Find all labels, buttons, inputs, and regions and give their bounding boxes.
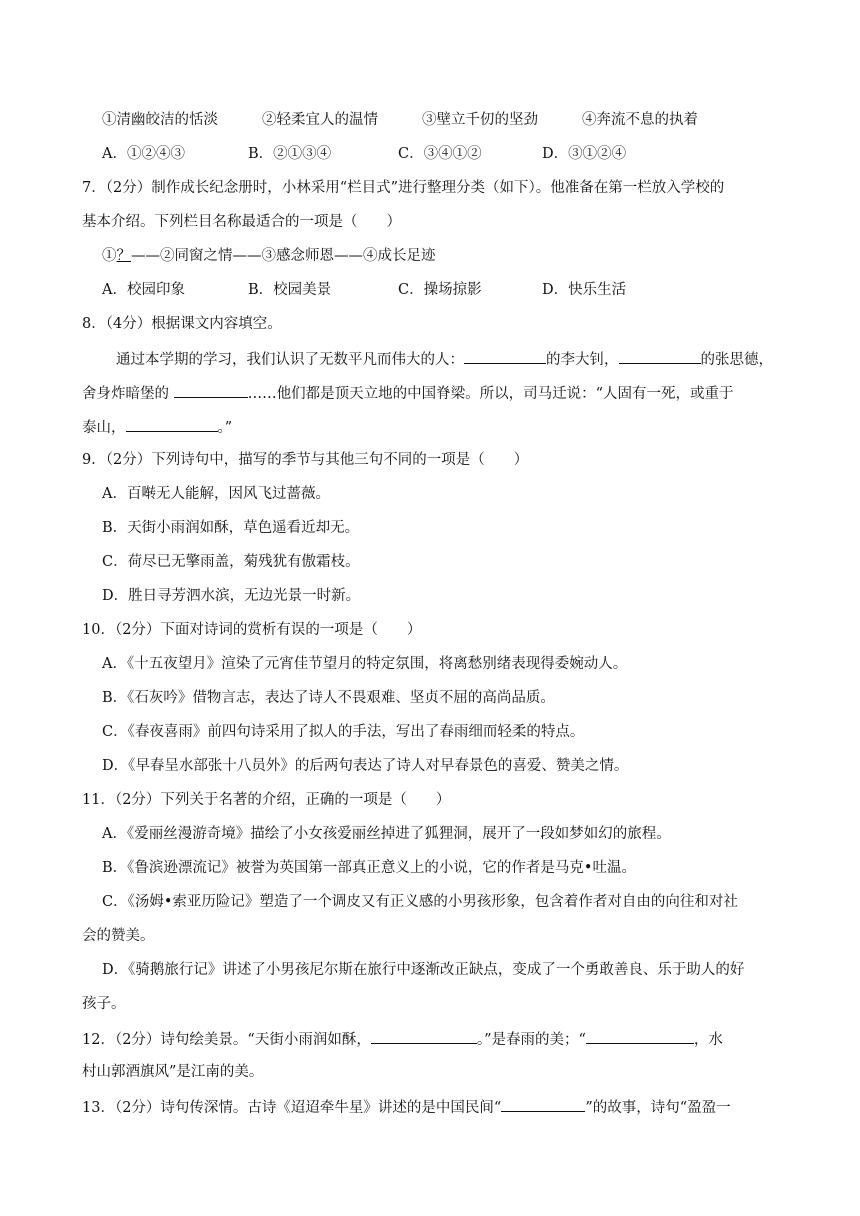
q6-phrases bbox=[102, 110, 698, 130]
q7-sub-2: ——②同窗之情——③感念师恩——④成长足迹 bbox=[131, 248, 436, 264]
q13-line1 bbox=[82, 1096, 731, 1118]
q13-blank-1[interactable] bbox=[501, 1096, 585, 1112]
q9-option-a[interactable]: A．百啭无人能解，因风飞过蔷薇。 bbox=[102, 486, 330, 502]
q7-stem-line1: 7．（2分）制作成长纪念册时，小林采用“栏目式”进行整理分类（如下）。他准备在第一栏放入学校的 bbox=[82, 180, 725, 196]
q12-text: 。”是春雨的美；“ bbox=[476, 1032, 586, 1048]
q8-text: ……他们都是顶天立地的中国脊梁。所以，司马迁说：“人固有一死，或重于 bbox=[247, 386, 734, 402]
q7-sub bbox=[102, 246, 436, 266]
q8-para-line2 bbox=[82, 382, 734, 404]
q6-option-d[interactable]: D．③①②④ bbox=[542, 146, 627, 162]
q6-option-b[interactable]: B．②①③④ bbox=[248, 146, 332, 162]
q8-stem: 8．（4分）根据课文内容填空。 bbox=[82, 316, 282, 332]
q7-stem-line2: 基本介绍。下列栏目名称最适合的一项是（ ） bbox=[82, 214, 401, 230]
q8-text: 泰山， bbox=[82, 420, 126, 436]
q8-text: 。” bbox=[217, 420, 233, 436]
q11-option-c-cont: 会的赞美。 bbox=[82, 928, 155, 944]
q8-text: 的张思德， bbox=[700, 352, 773, 368]
q6-phrase-3: ③壁立千仞的坚劲 bbox=[422, 112, 538, 128]
q6-option-a[interactable]: A．①②④③ bbox=[102, 146, 185, 162]
q8-blank-3[interactable] bbox=[174, 382, 248, 398]
q11-option-d[interactable]: D．《骑鹅旅行记》讲述了小男孩尼尔斯在旅行中逐渐改正缺点，变成了一个勇敢善良、乐于助人的好 bbox=[102, 962, 745, 978]
q6-option-c[interactable]: C．③④①② bbox=[398, 146, 482, 162]
q7-options bbox=[102, 280, 626, 300]
q7-option-a[interactable]: A．校园印象 bbox=[102, 282, 185, 298]
q8-blank-1[interactable] bbox=[464, 348, 546, 364]
q8-blank-2[interactable] bbox=[619, 348, 701, 364]
q12-text: ，水 bbox=[693, 1032, 723, 1048]
q7-sub-question: ？ bbox=[116, 248, 131, 264]
q11-option-d-cont: 孩子。 bbox=[82, 996, 126, 1012]
q9-option-c[interactable]: C．荷尽已无擎雨盖，菊残犹有傲霜枝。 bbox=[102, 554, 360, 570]
q10-option-d[interactable]: D．《早春呈水部张十八员外》的后两句表达了诗人对早春景色的喜爱、赞美之情。 bbox=[102, 758, 629, 774]
q8-para-line3 bbox=[82, 416, 232, 438]
q12-line1 bbox=[82, 1028, 723, 1050]
q6-phrase-1: ①清幽皎洁的恬淡 bbox=[102, 112, 218, 128]
q8-text: 舍身炸暗堡的 bbox=[82, 386, 174, 402]
q7-option-d[interactable]: D．快乐生活 bbox=[542, 282, 627, 298]
q7-sub-1: ① bbox=[102, 248, 117, 264]
q12-line2: 村山郭酒旗风”是江南的美。 bbox=[82, 1064, 264, 1080]
q8-text: 通过本学期的学习，我们认识了无数平凡而伟大的人： bbox=[116, 352, 464, 368]
q9-option-b[interactable]: B．天街小雨润如酥，草色遥看近却无。 bbox=[102, 520, 360, 536]
q8-text: 的李大钊， bbox=[546, 352, 619, 368]
q6-phrase-4: ④奔流不息的执着 bbox=[582, 112, 698, 128]
q10-stem: 10．（2分）下面对诗词的赏析有误的一项是（ ） bbox=[82, 622, 422, 638]
q12-text: 12．（2分）诗句绘美景。“天街小雨润如酥， bbox=[82, 1032, 371, 1048]
q6-options bbox=[102, 144, 626, 164]
q10-option-a[interactable]: A．《十五夜望月》渲染了元宵佳节望月的特定氛围，将离愁别绪表现得委婉动人。 bbox=[102, 656, 628, 672]
q9-option-d[interactable]: D．胜日寻芳泗水滨，无边光景一时新。 bbox=[102, 588, 361, 604]
q9-stem: 9．（2分）下列诗句中，描写的季节与其他三句不同的一项是（ ） bbox=[82, 452, 529, 468]
q11-option-a[interactable]: A．《爱丽丝漫游奇境》描绘了小女孩爱丽丝掉进了狐狸洞，展开了一段如梦如幻的旅程。 bbox=[102, 826, 671, 842]
q8-blank-4[interactable] bbox=[126, 416, 218, 432]
q6-phrase-2: ②轻柔宜人的温情 bbox=[262, 112, 378, 128]
q11-option-b[interactable]: B．《鲁滨逊漂流记》被誉为英国第一部真正意义上的小说，它的作者是马克•吐温。 bbox=[102, 860, 636, 876]
q11-option-c[interactable]: C．《汤姆•索亚历险记》塑造了一个调皮又有正义感的小男孩形象，包含着作者对自由的向往和对社 bbox=[102, 894, 738, 910]
q8-para-line1 bbox=[116, 348, 773, 370]
q12-blank-2[interactable] bbox=[586, 1028, 694, 1044]
q10-option-b[interactable]: B．《石灰吟》借物言志，表达了诗人不畏艰难、坚贞不屈的高尚品质。 bbox=[102, 690, 555, 706]
q13-text: ”的故事，诗句“盈盈一 bbox=[585, 1100, 731, 1116]
q7-option-c[interactable]: C．操场掠影 bbox=[398, 282, 482, 298]
q13-text: 13．（2分）诗句传深情。古诗《迢迢牵牛星》讲述的是中国民间“ bbox=[82, 1100, 502, 1116]
q10-option-c[interactable]: C．《春夜喜雨》前四句诗采用了拟人的手法，写出了春雨细而轻柔的特点。 bbox=[102, 724, 585, 740]
q12-blank-1[interactable] bbox=[371, 1028, 477, 1044]
q11-stem: 11．（2分）下列关于名著的介绍，正确的一项是（ ） bbox=[82, 792, 451, 808]
q7-option-b[interactable]: B．校园美景 bbox=[248, 282, 332, 298]
